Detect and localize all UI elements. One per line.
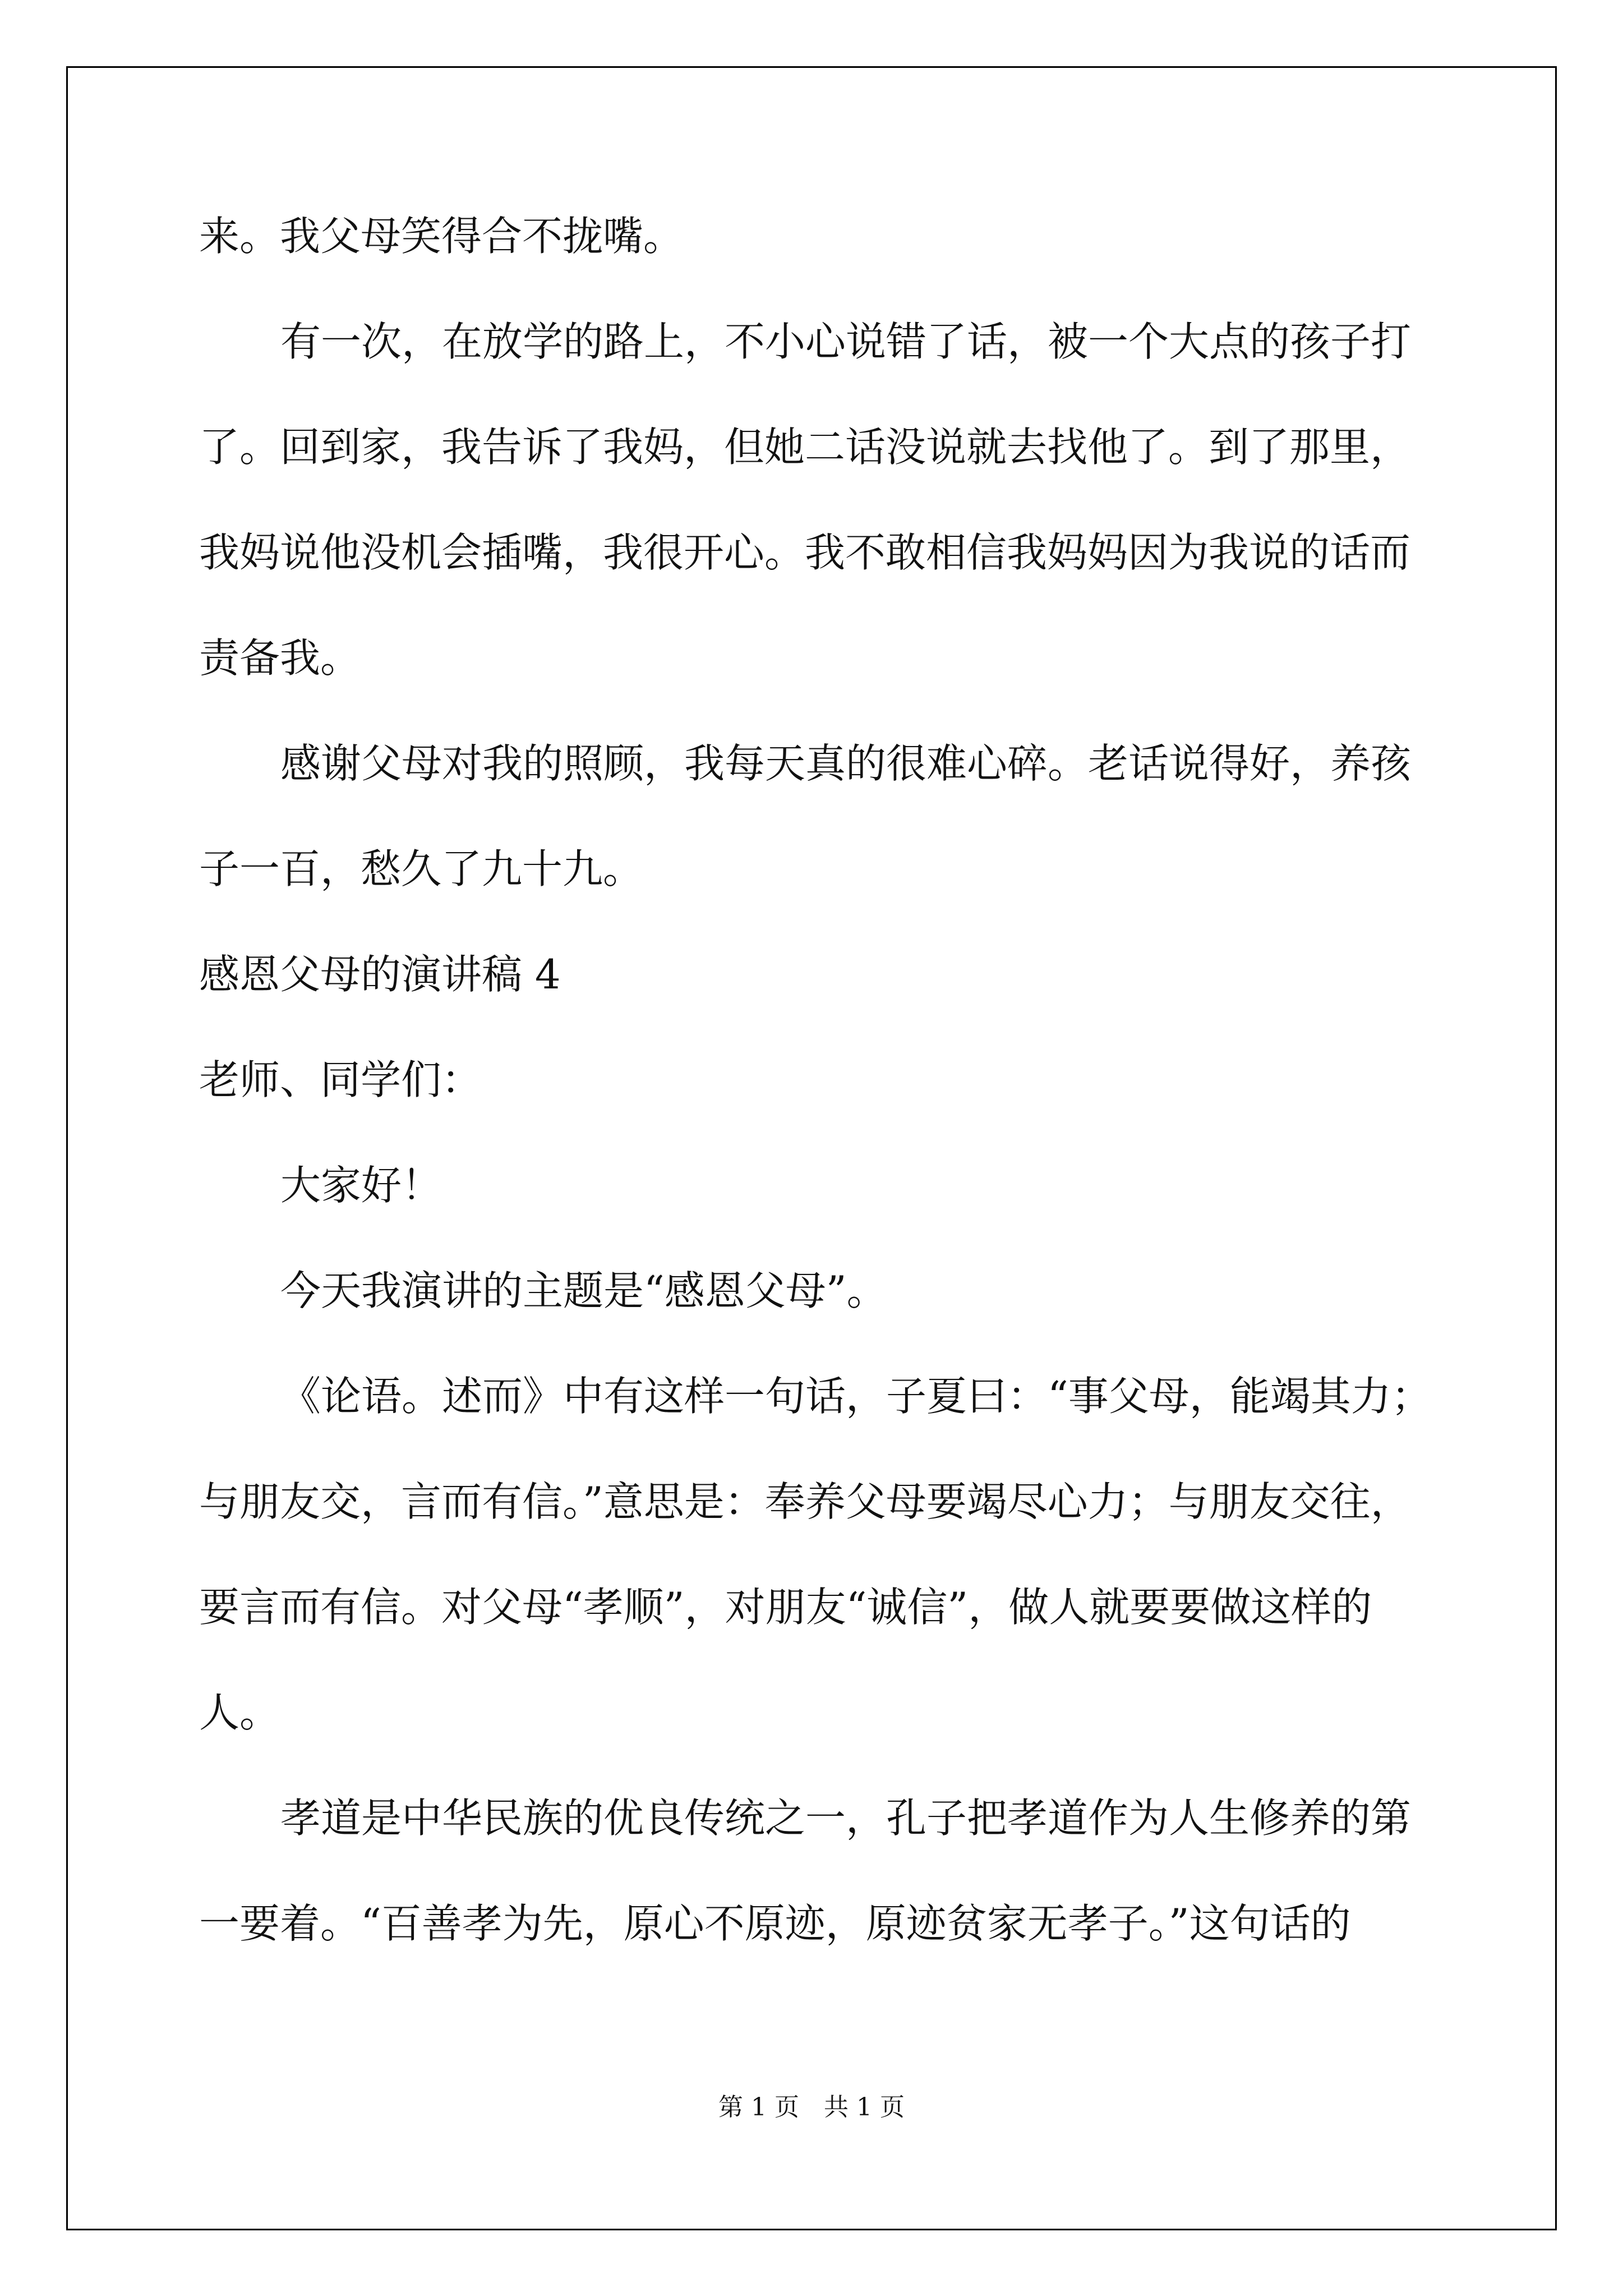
text-line-17: 一要着。“百善孝为先，原心不原迹，原迹贫家无孝子。”这句话的 [199,1900,1351,1947]
text-line-13: 与朋友交，言而有信。”意思是：奉养父母要竭尽心力；与朋友交往， [199,1478,1411,1525]
text-line-14: 要言而有信。对父母“孝顺”，对朋友“诚信”，做人就要要做这样的 [199,1584,1372,1631]
text-line-1: 来。我父母笑得合不拢嘴。 [199,213,684,260]
text-line-7: 子一百，愁久了九十九。 [199,845,644,892]
text-line-15: 人。 [199,1689,280,1736]
text-line-6: 感谢父母对我的照顾，我每天真的很难心碎。老话说得好，养孩 [280,740,1412,787]
text-line-12: 《论语。述而》中有这样一句话，子夏曰：“事父母，能竭其力； [280,1373,1432,1420]
text-line-4: 我妈说他没机会插嘴，我很开心。我不敢相信我妈妈因为我说的话而 [199,529,1411,576]
section-heading: 感恩父母的演讲稿 4 [199,951,561,998]
greeting: 大家好！ [280,1162,442,1209]
text-line-3: 了。回到家，我告诉了我妈，但她二话没说就去找他了。到了那里， [199,424,1411,471]
page-footer: 第 1 页 共 1 页 [718,2093,905,2122]
text-line-5: 责备我。 [199,634,361,682]
text-line-16: 孝道是中华民族的优良传统之一，孔子把孝道作为人生修养的第 [280,1795,1412,1842]
salutation: 老师、同学们： [199,1056,482,1103]
text-line-11: 今天我演讲的主题是“感恩父母”。 [280,1267,887,1314]
text-line-2: 有一次，在放学的路上，不小心说错了话，被一个大点的孩子打 [280,318,1412,365]
